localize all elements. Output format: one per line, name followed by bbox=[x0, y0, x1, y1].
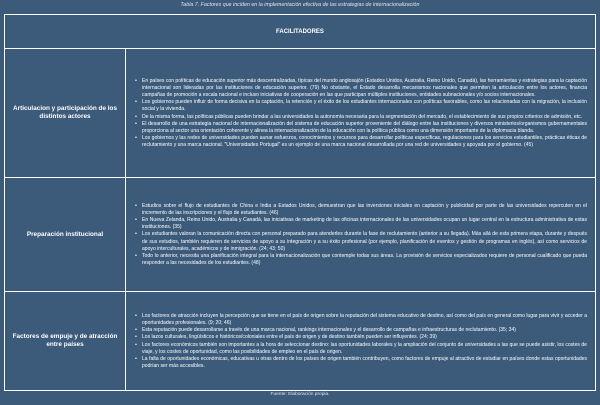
bullet-item: • Los gobiernos pueden influir de forma decisiva en la captación, la retención y el éxito de los estudiantes internacionales con políticas favorables, como las relacionadas con la migración, la inclusión social y la vivienda. bbox=[142, 99, 587, 113]
bullet-item: • En Nueva Zelanda, Reino Unido, Australia y Canadá, las iniciativas de marketing de las oficinas internacionales de las universidades ocupan un lugar central en la estructura administrativa de estas instituciones. (35) bbox=[142, 217, 587, 231]
table-header: FACILITADORES bbox=[5, 15, 596, 49]
bullet-list bbox=[132, 313, 587, 370]
table-row bbox=[5, 49, 596, 178]
bullet-item: • De la misma forma, las políticas públicas pueden brindar a las universidades la autonomía necesaria para la segmentación del mercado, el establecimiento de sus propios criterios de admisión, etc. bbox=[142, 114, 587, 121]
factor-label: Articulacion y participación de los distintos actores bbox=[5, 49, 126, 178]
factor-label: Factores de empuje y de atracción entre países bbox=[5, 292, 126, 391]
factor-description bbox=[126, 292, 596, 391]
factor-description bbox=[126, 178, 596, 292]
bullet-item: • En países con políticas de educación superior más descentralizadas, típicas del mundo anglosajón (Estados Unidos, Australia, Reino Unido, Canadá), las herramientas y estrategias para la captación internacional son lideradas por las instituciones de educación superior. (79) No obstante, el Estado desarrolla mecanismos nacionales que permiten la articulación entre los actores, financia campañas de promoción a escala nacional e incluso iniciativas de cooperación en las que participan múltiples instituciones, entidades subnacionales y/o socios internacionales. bbox=[142, 78, 587, 99]
bullet-item: • Todo lo anterior, necesita una planificación integral para la internacionalización que contemple todas sus áreas. La provisión de servicios especializados requiere de personal cualificado que pueda responder a las necesidades de los estudiantes. (48) bbox=[142, 253, 587, 267]
bullet-item: • La falta de oportunidades económicas, educativas u otras dentro de los países de origen también contribuyen, como factores de empuje al atractivo de estudiar en países donde estas oportunidades podrían ser más accesibles. bbox=[142, 356, 587, 370]
factors-table bbox=[4, 14, 596, 391]
bullet-list bbox=[132, 78, 587, 149]
bullet-item: • Estudios sobre el flujo de estudiantes de China e India a Estados Unidos, demuestran que las inversiones iniciales en captación y publicidad por parte de las universidades repercuten en el incremento de las inscripciones y el flujo de estudiantes. (46) bbox=[142, 203, 587, 217]
factor-description bbox=[126, 49, 596, 178]
table-caption: Tabla 7. Factores que inciden en la implementación efectiva de las estrategias de internacionalización bbox=[180, 2, 420, 8]
bullet-item: • Los estudiantes valoran la comunicación directa con personal preparado para atenderles durante la fase de reclutamiento (anterior a su llegada). Más allá de esta primera etapa, durante y después de sus estudios, también requieren de servicios de apoyo a su integración y a su éxito profesional (por ejemplo, planificación de eventos y gestión de programas en inglés), así como servicios de apoyo interculturales, académicos y de inmigración. (24; 43; 50) bbox=[142, 231, 587, 252]
bullet-list bbox=[132, 203, 587, 267]
bullet-item: • Los factores de atracción incluyen la percepción que se tiene en el país de origen sobre la reputación del sistema educativo de destino, así como del país en general como lugar para vivir y acceder a oportunidades profesionales. (9; 20; 46) bbox=[142, 313, 587, 327]
bullet-item: • El desarrollo de una estrategia nacional de internacionalización del sistema de educación superior proveniente del diálogo entre las instituciones y diversos ministerios/organismos gubernamentales proporciona al sector una orientación coherente y alinea la internacionalización de la educación con la política pública como una dimensión importante de la diplomacia blanda. bbox=[142, 121, 587, 135]
table-row bbox=[5, 178, 596, 292]
table-row bbox=[5, 292, 596, 391]
bullet-item: • Los factores económicos también son importantes a la hora de seleccionar destino: las oportunidades laborales y la ampliación del conjunto de universidades a las que se puede asistir, los costes de viaje, y los costes de oportunidad, como las posibilidades de empleo en el país de origen. bbox=[142, 342, 587, 356]
factor-label: Preparación institucional bbox=[5, 178, 126, 292]
bullet-item: • Los lazos culturales, lingüísticos e históricos/coloniales entre el país de origen y de destino también pueden ser influyentes. (24; 39) bbox=[142, 334, 587, 341]
table-source-note: Fuente: Elaboración propia. bbox=[270, 392, 330, 397]
bullet-item: • Los gobiernos y las redes de universidades pueden aunar esfuerzos, conocimientos y recursos para desarrollar políticas específicas, regulaciones para los servicios estudiantiles, prácticas éticas de reclutamiento y una marca nacional. "Universidades Portugal" es un ejemplo de una marca nacional desarrollada por una red de universidades y apoyada por el gobierno. (45) bbox=[142, 135, 587, 149]
bullet-item: • Esta reputación puede desarrollarse a través de una marca nacional, rankings internacionales y el desarrollo de campañas e infraestructuras de reclutamiento. (35; 34) bbox=[142, 327, 587, 334]
table-header-row bbox=[5, 15, 596, 49]
